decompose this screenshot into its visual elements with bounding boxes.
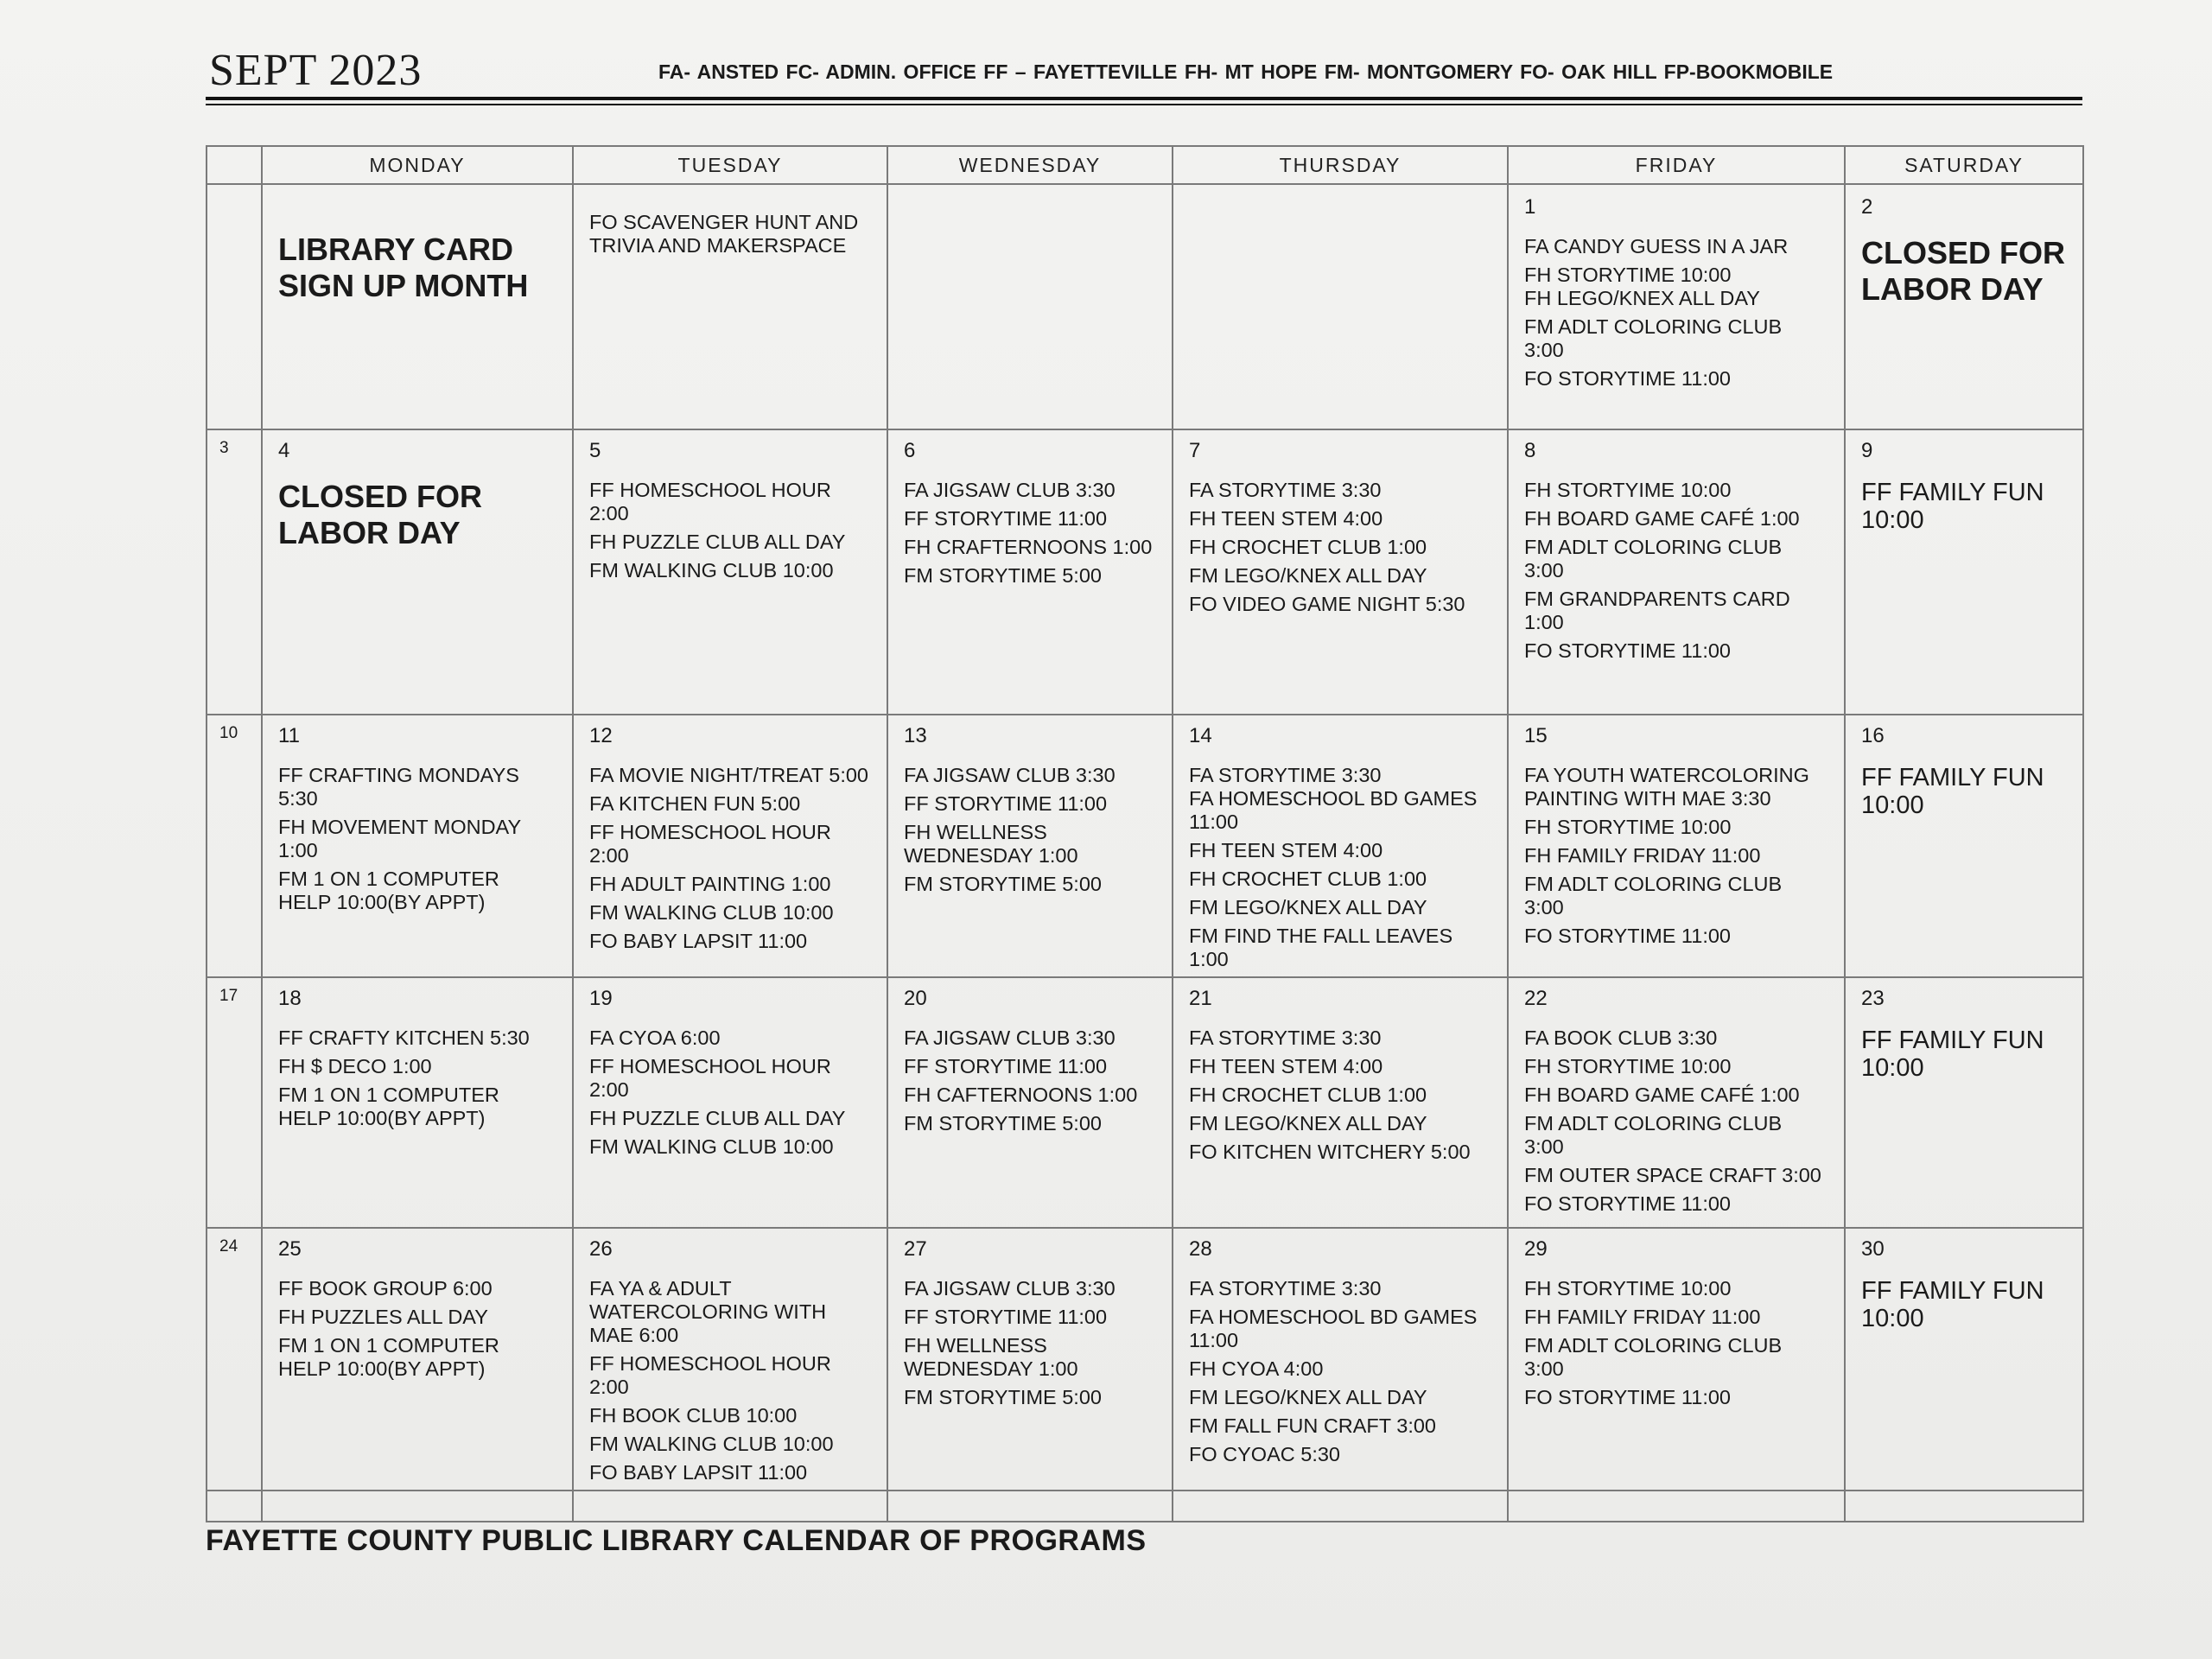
day-number: 14 [1189, 724, 1212, 747]
day-cell [1508, 977, 1845, 1228]
sunday-date: 17 [207, 977, 262, 1228]
event-item: FF CRAFTY KITCHEN 5:30 [278, 1027, 530, 1049]
highlight-text: LIBRARY CARD [278, 232, 514, 267]
event-item: FF STORYTIME 11:00 [904, 792, 1108, 815]
event-item: FA JIGSAW CLUB 3:30 [904, 479, 1116, 501]
day-cell [887, 715, 1173, 977]
day-number [278, 195, 560, 232]
highlight-text: SIGN UP MONTH [278, 268, 529, 303]
day-number: 13 [904, 724, 927, 747]
day-cell [262, 184, 573, 429]
day-cell [1173, 184, 1508, 429]
event-item: FH ADULT PAINTING 1:00 [589, 873, 831, 895]
day-cell [887, 429, 1173, 715]
saturday-event: FF FAMILY FUN 10:00 [1861, 1277, 2044, 1332]
day-cell [1508, 429, 1845, 715]
event-item: FH STORYTIME 10:00 [1524, 1055, 1732, 1077]
day-cell [887, 977, 1173, 1228]
weekday-header: FRIDAY [1508, 146, 1845, 184]
event-item: FH PUZZLES ALL DAY [278, 1306, 488, 1328]
event-item: FH CROCHET CLUB 1:00 [1189, 1084, 1427, 1106]
event-item: FM WALKING CLUB 10:00 [589, 1433, 834, 1455]
event-item: FA STORYTIME 3:30 [1189, 479, 1382, 501]
event-item: FM LEGO/KNEX ALL DAY [1189, 1112, 1427, 1135]
event-item: FH CROCHET CLUB 1:00 [1189, 868, 1427, 890]
week-row [207, 429, 2083, 715]
event-item: FA KITCHEN FUN 5:00 [589, 792, 801, 815]
event-item: FM STORYTIME 5:00 [904, 564, 1102, 587]
day-cell [262, 429, 573, 715]
day-cell [1845, 715, 2083, 977]
weekday-header: SATURDAY [1845, 146, 2083, 184]
day-cell [573, 715, 887, 977]
event-item: FH CAFTERNOONS 1:00 [904, 1084, 1138, 1106]
event-item: FM LEGO/KNEX ALL DAY [1189, 896, 1427, 918]
empty-cell [573, 1491, 887, 1522]
saturday-event: FF FAMILY FUN 10:00 [1861, 1027, 2044, 1082]
event-item: FH CROCHET CLUB 1:00 [1189, 536, 1427, 558]
event-item: FM 1 ON 1 COMPUTER HELP 10:00(BY APPT) [278, 1084, 499, 1129]
footer-title: FAYETTE COUNTY PUBLIC LIBRARY CALENDAR OF PROGRAMS [206, 1524, 1147, 1557]
event-item: FF HOMESCHOOL HOUR 2:00 [589, 1055, 831, 1101]
event-item: FM WALKING CLUB 10:00 [589, 559, 834, 582]
weekday-header: WEDNESDAY [887, 146, 1173, 184]
day-number: 15 [1524, 724, 1548, 747]
day-number: 28 [1189, 1237, 1212, 1261]
event-item: FF STORYTIME 11:00 [904, 1306, 1108, 1328]
event-item: FA JIGSAW CLUB 3:30 [904, 1277, 1116, 1300]
weekday-header: MONDAY [262, 146, 573, 184]
event-item: FH PUZZLE CLUB ALL DAY [589, 531, 846, 553]
event-item: FM GRANDPARENTS CARD 1:00 [1524, 588, 1790, 633]
event-item: FA JIGSAW CLUB 3:30 [904, 764, 1116, 786]
day-number: 8 [1524, 439, 1536, 462]
event-item: FA YOUTH WATERCOLORING PAINTING WITH MAE 3:30 [1524, 764, 1809, 810]
event-item: FM 1 ON 1 COMPUTER HELP 10:00(BY APPT) [278, 868, 499, 913]
weekday-header: THURSDAY [1173, 146, 1508, 184]
day-number: 29 [1524, 1237, 1548, 1261]
event-item: FM ADLT COLORING CLUB 3:00 [1524, 1112, 1783, 1158]
event-item: FO STORYTIME 11:00 [1524, 639, 1731, 662]
day-cell [1173, 429, 1508, 715]
event-item: FM FIND THE FALL LEAVES 1:00 [1189, 925, 1453, 970]
event-item: FH BOOK CLUB 10:00 [589, 1404, 798, 1427]
empty-cell [262, 1491, 573, 1522]
event-item: FM LEGO/KNEX ALL DAY [1189, 564, 1427, 587]
day-number: 21 [1189, 987, 1212, 1010]
event-item: FO CYOAC 5:30 [1189, 1443, 1340, 1465]
event-item: FA YA & ADULT WATERCOLORING WITH MAE 6:00 [589, 1277, 827, 1346]
calendar-grid [206, 145, 2084, 1522]
week-row [207, 184, 2083, 429]
event-item: FA STORYTIME 3:30 FA HOMESCHOOL BD GAMES 11:00 [1189, 764, 1478, 833]
event-item: FH STORTYIME 10:00 [1524, 479, 1732, 501]
event-item: FF HOMESCHOOL HOUR 2:00 [589, 479, 831, 524]
event-item: FM ADLT COLORING CLUB 3:00 [1524, 536, 1783, 582]
day-number: 5 [589, 439, 601, 462]
weekday-header-row [207, 146, 2083, 184]
event-item: FM OUTER SPACE CRAFT 3:00 [1524, 1164, 1821, 1186]
header-rule-thin [206, 104, 2082, 105]
day-number: 7 [1189, 439, 1201, 462]
event-item: FF STORYTIME 11:00 [904, 507, 1108, 530]
day-cell [1508, 715, 1845, 977]
empty-cell [887, 1491, 1173, 1522]
highlight-text: LABOR DAY [278, 515, 461, 550]
day-cell [1845, 429, 2083, 715]
day-cell [262, 977, 573, 1228]
event-item: FM ADLT COLORING CLUB 3:00 [1524, 1334, 1783, 1380]
day-number: 18 [278, 987, 302, 1010]
event-item: FO VIDEO GAME NIGHT 5:30 [1189, 593, 1465, 615]
event-item: FF BOOK GROUP 6:00 [278, 1277, 493, 1300]
day-number: 27 [904, 1237, 927, 1261]
event-item: FA STORYTIME 3:30 [1189, 1027, 1382, 1049]
grid-bottom-row [207, 1491, 2083, 1522]
empty-cell [207, 1491, 262, 1522]
event-item: FM FALL FUN CRAFT 3:00 [1189, 1414, 1436, 1437]
day-number: 11 [278, 724, 300, 747]
event-item: FH FAMILY FRIDAY 11:00 [1524, 844, 1761, 867]
event-item: FO STORYTIME 11:00 [1524, 925, 1731, 947]
day-number: 6 [904, 439, 916, 462]
event-item: FM STORYTIME 5:00 [904, 1112, 1102, 1135]
day-cell [1845, 1228, 2083, 1491]
event-item: FO STORYTIME 11:00 [1524, 367, 1731, 390]
event-item: FH PUZZLE CLUB ALL DAY [589, 1107, 846, 1129]
day-number: 23 [1861, 987, 1885, 1010]
highlight-text: LABOR DAY [1861, 271, 2044, 307]
week-row [207, 977, 2083, 1228]
day-number: 4 [278, 439, 290, 462]
event-item: FH TEEN STEM 4:00 [1189, 839, 1383, 861]
day-number: 22 [1524, 987, 1548, 1010]
event-item: FO STORYTIME 11:00 [1524, 1386, 1731, 1408]
month-title: SEPT 2023 [209, 46, 423, 95]
event-item: FM STORYTIME 5:00 [904, 873, 1102, 895]
day-number: 12 [589, 724, 613, 747]
day-number: 9 [1861, 439, 1873, 462]
event-item: FM WALKING CLUB 10:00 [589, 901, 834, 924]
day-cell [1845, 184, 2083, 429]
day-cell [1173, 715, 1508, 977]
day-cell [1508, 184, 1845, 429]
event-item: FH STORYTIME 10:00 [1524, 816, 1732, 838]
highlight-text: CLOSED FOR [1861, 235, 2066, 270]
day-cell [573, 429, 887, 715]
event-item: FO SCAVENGER HUNT AND TRIVIA AND MAKERSPACE [589, 211, 859, 257]
day-cell [1173, 977, 1508, 1228]
event-item: FH WELLNESS WEDNESDAY 1:00 [904, 1334, 1078, 1380]
event-item: FM ADLT COLORING CLUB 3:00 [1524, 315, 1783, 361]
header-rule [206, 97, 2082, 100]
event-item: FH CYOA 4:00 [1189, 1357, 1324, 1380]
event-item: FH WELLNESS WEDNESDAY 1:00 [904, 821, 1078, 867]
day-cell [573, 977, 887, 1228]
event-item: FO STORYTIME 11:00 [1524, 1192, 1731, 1215]
event-item: FM STORYTIME 5:00 [904, 1386, 1102, 1408]
saturday-event: FF FAMILY FUN 10:00 [1861, 479, 2044, 534]
event-item: FA STORYTIME 3:30 [1189, 1277, 1382, 1300]
event-item: FH BOARD GAME CAFÉ 1:00 [1524, 507, 1800, 530]
day-number: 26 [589, 1237, 613, 1261]
branch-legend: FA- ANSTED FC- ADMIN. OFFICE FF – FAYETTEVILLE FH- MT HOPE FM- MONTGOMERY FO- OAK HILL FP-BOOKMOBILE [658, 60, 1834, 83]
sunday-date: 3 [207, 429, 262, 715]
event-item: FA MOVIE NIGHT/TREAT 5:00 [589, 764, 868, 786]
day-cell [262, 715, 573, 977]
day-cell [1508, 1228, 1845, 1491]
day-cell [1845, 977, 2083, 1228]
event-item: FF CRAFTING MONDAYS 5:30 [278, 764, 519, 810]
event-item: FM 1 ON 1 COMPUTER HELP 10:00(BY APPT) [278, 1334, 499, 1380]
event-item: FA BOOK CLUB 3:30 [1524, 1027, 1718, 1049]
event-item: FH CRAFTERNOONS 1:00 [904, 536, 1153, 558]
sunday-date: 10 [207, 715, 262, 977]
event-item: FM WALKING CLUB 10:00 [589, 1135, 834, 1158]
event-item: FM ADLT COLORING CLUB 3:00 [1524, 873, 1783, 918]
week-row [207, 715, 2083, 977]
day-cell [887, 1228, 1173, 1491]
event-item: FF HOMESCHOOL HOUR 2:00 [589, 821, 831, 867]
day-cell [262, 1228, 573, 1491]
event-item: FA CANDY GUESS IN A JAR [1524, 235, 1789, 257]
event-item: FO BABY LAPSIT 11:00 [589, 930, 808, 952]
event-item: FA JIGSAW CLUB 3:30 [904, 1027, 1116, 1049]
day-number: 19 [589, 987, 613, 1010]
event-item: FH FAMILY FRIDAY 11:00 [1524, 1306, 1761, 1328]
event-item: FH TEEN STEM 4:00 [1189, 507, 1383, 530]
day-cell [887, 184, 1173, 429]
weekday-header: TUESDAY [573, 146, 887, 184]
event-item: FA CYOA 6:00 [589, 1027, 721, 1049]
day-cell [573, 1228, 887, 1491]
empty-cell [1845, 1491, 2083, 1522]
event-item: FH MOVEMENT MONDAY 1:00 [278, 816, 522, 861]
event-item: FM LEGO/KNEX ALL DAY [1189, 1386, 1427, 1408]
empty-cell [1508, 1491, 1845, 1522]
day-number: 2 [1861, 195, 1873, 219]
day-number: 25 [278, 1237, 302, 1261]
event-item: FA HOMESCHOOL BD GAMES 11:00 [1189, 1306, 1478, 1351]
day-number: 16 [1861, 724, 1885, 747]
event-item: FF STORYTIME 11:00 [904, 1055, 1108, 1077]
event-item: FH BOARD GAME CAFÉ 1:00 [1524, 1084, 1800, 1106]
saturday-event: FF FAMILY FUN 10:00 [1861, 764, 2044, 819]
empty-cell [1173, 1491, 1508, 1522]
event-item: FO KITCHEN WITCHERY 5:00 [1189, 1141, 1471, 1163]
weekday-header-blank [207, 146, 262, 184]
day-cell [573, 184, 887, 429]
sunday-date [207, 184, 262, 429]
sunday-date: 24 [207, 1228, 262, 1491]
day-number: 30 [1861, 1237, 1885, 1261]
event-item: FH STORYTIME 10:00 [1524, 1277, 1732, 1300]
day-number: 1 [1524, 195, 1536, 219]
event-item: FO BABY LAPSIT 11:00 [589, 1461, 808, 1484]
event-item: FH TEEN STEM 4:00 [1189, 1055, 1383, 1077]
event-item: FH STORYTIME 10:00 FH LEGO/KNEX ALL DAY [1524, 264, 1760, 309]
highlight-text: CLOSED FOR [278, 479, 483, 514]
event-item: FH $ DECO 1:00 [278, 1055, 432, 1077]
week-row [207, 1228, 2083, 1491]
event-item: FF HOMESCHOOL HOUR 2:00 [589, 1352, 831, 1398]
day-number: 20 [904, 987, 927, 1010]
day-cell [1173, 1228, 1508, 1491]
